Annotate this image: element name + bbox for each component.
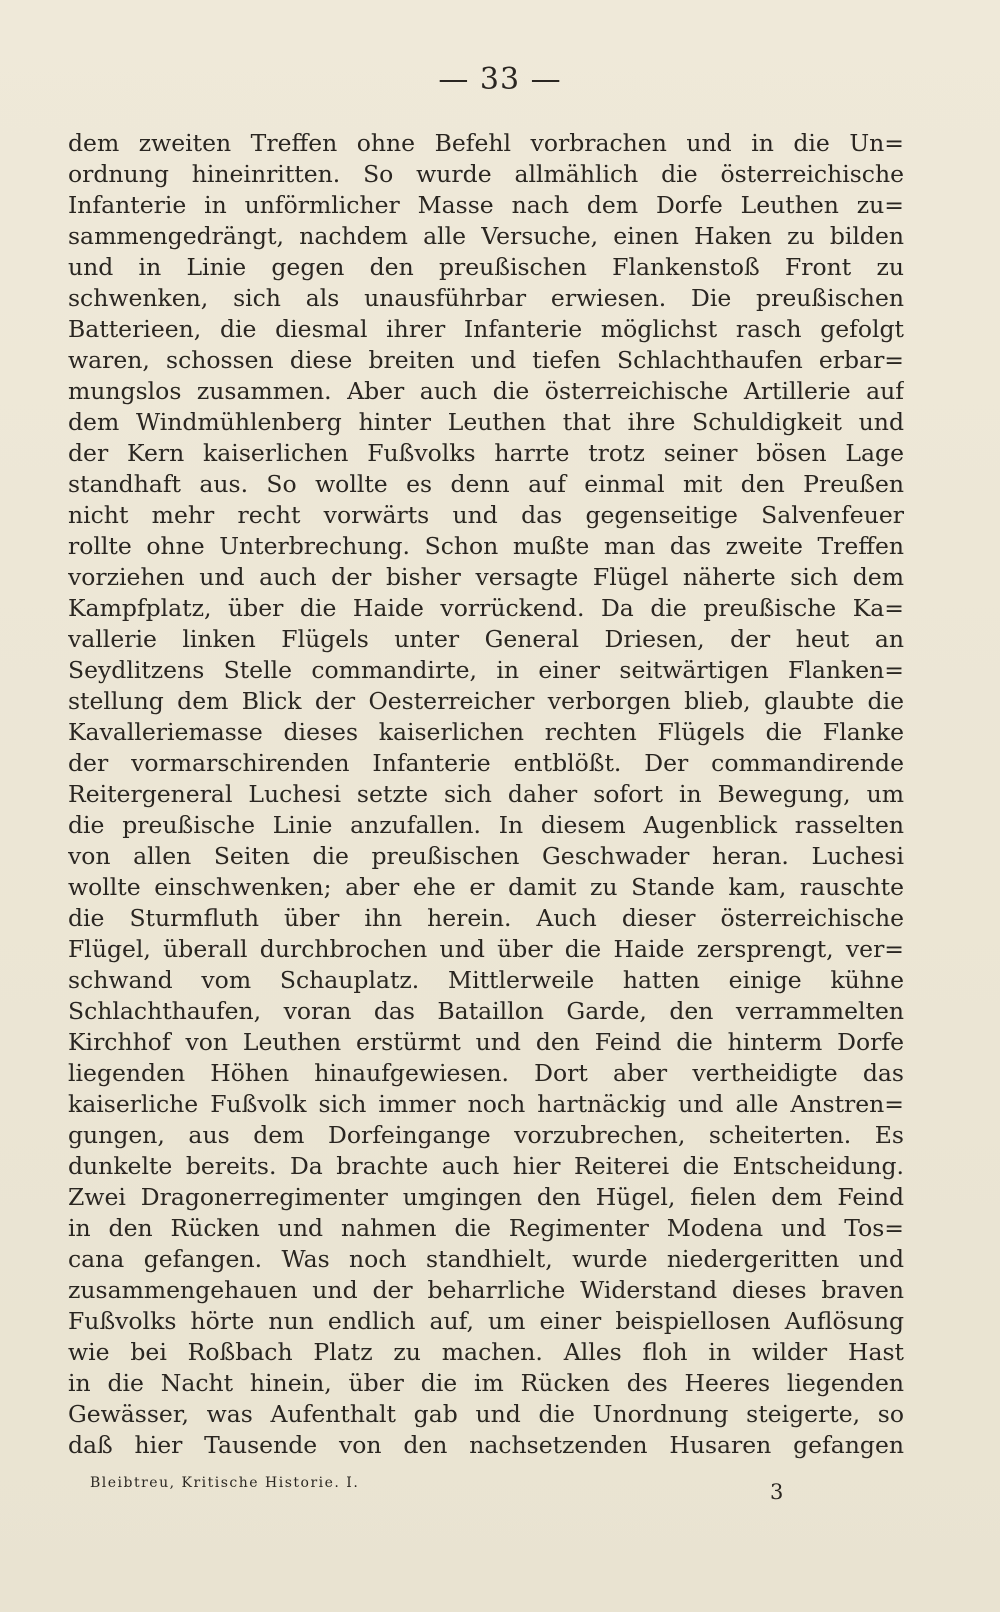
text-line: Kavalleriemasse dieses kaiserlichen rechten Flügels die Flanke <box>68 718 904 746</box>
text-line: mungslos zusammen. Aber auch die österreichische Artillerie auf <box>68 377 904 405</box>
text-line: der vormarschirenden Infanterie entblößt. Der commandirende <box>68 749 904 777</box>
text-line: dem zweiten Treffen ohne Befehl vorbrachen und in die Un= <box>68 129 904 157</box>
text-line: rollte ohne Unterbrechung. Schon mußte man das zweite Treffen <box>68 532 904 560</box>
text-line: von allen Seiten die preußischen Geschwader heran. Luchesi <box>68 842 904 870</box>
text-line: kaiserliche Fußvolk sich immer noch hartnäckig und alle Anstren= <box>68 1090 904 1118</box>
text-line: dem Windmühlenberg hinter Leuthen that ihre Schuldigkeit und <box>68 408 904 436</box>
text-line: der Kern kaiserlichen Fußvolks harrte trotz seiner bösen Lage <box>68 439 904 467</box>
text-line: und in Linie gegen den preußischen Flankenstoß Front zu <box>68 253 904 281</box>
text-line: sammengedrängt, nachdem alle Versuche, einen Haken zu bilden <box>68 222 904 250</box>
text-line: stellung dem Blick der Oesterreicher verborgen blieb, glaubte die <box>68 687 904 715</box>
text-line: Fußvolks hörte nun endlich auf, um einer beispiellosen Auflösung <box>68 1307 904 1335</box>
text-line: cana gefangen. Was noch standhielt, wurde niedergeritten und <box>68 1245 904 1273</box>
text-line: ordnung hineinritten. So wurde allmählich die österreichische <box>68 160 904 188</box>
text-line: schwenken, sich als unausführbar erwiesen. Die preußischen <box>68 284 904 312</box>
body-text <box>68 128 904 1461</box>
text-line: Schlachthaufen, voran das Bataillon Garde, den verrammelten <box>68 997 904 1025</box>
text-line: standhaft aus. So wollte es denn auf einmal mit den Preußen <box>68 470 904 498</box>
text-line: die Sturmfluth über ihn herein. Auch dieser österreichische <box>68 904 904 932</box>
text-line: zusammengehauen und der beharrliche Widerstand dieses braven <box>68 1276 904 1304</box>
text-line: Kampfplatz, über die Haide vorrückend. Da die preußische Ka= <box>68 594 904 622</box>
text-line: die preußische Linie anzufallen. In diesem Augenblick rasselten <box>68 811 904 839</box>
text-line: Zwei Dragonerregimenter umgingen den Hügel, fielen dem Feind <box>68 1183 904 1211</box>
text-line: schwand vom Schauplatz. Mittlerweile hatten einige kühne <box>68 966 904 994</box>
text-line: waren, schossen diese breiten und tiefen Schlachthaufen erbar= <box>68 346 904 374</box>
text-line: Seydlitzens Stelle commandirte, in einer seitwärtigen Flanken= <box>68 656 904 684</box>
text-line: daß hier Tausende von den nachsetzenden Husaren gefangen <box>68 1431 904 1459</box>
text-line: liegenden Höhen hinaufgewiesen. Dort aber vertheidigte das <box>68 1059 904 1087</box>
signature-mark: 3 <box>770 1480 784 1504</box>
text-line: vallerie linken Flügels unter General Driesen, der heut an <box>68 625 904 653</box>
text-line: Flügel, überall durchbrochen und über die Haide zersprengt, ver= <box>68 935 904 963</box>
text-line: Infanterie in unförmlicher Masse nach dem Dorfe Leuthen zu= <box>68 191 904 219</box>
text-line: Batterieen, die diesmal ihrer Infanterie möglichst rasch gefolgt <box>68 315 904 343</box>
text-line: dunkelte bereits. Da brachte auch hier Reiterei die Entscheidung. <box>68 1152 904 1180</box>
text-line: Gewässer, was Aufenthalt gab und die Unordnung steigerte, so <box>68 1400 904 1428</box>
text-line: wollte einschwenken; aber ehe er damit zu Stande kam, rauschte <box>68 873 904 901</box>
text-line: Reitergeneral Luchesi setzte sich daher sofort in Bewegung, um <box>68 780 904 808</box>
text-line: in die Nacht hinein, über die im Rücken des Heeres liegenden <box>68 1369 904 1397</box>
text-line: in den Rücken und nahmen die Regimenter Modena und Tos= <box>68 1214 904 1242</box>
text-line: nicht mehr recht vorwärts und das gegenseitige Salvenfeuer <box>68 501 904 529</box>
text-line: Kirchhof von Leuthen erstürmt und den Feind die hinterm Dorfe <box>68 1028 904 1056</box>
page-number: — 33 — <box>438 62 562 97</box>
text-line: gungen, aus dem Dorfeingange vorzubrechen, scheiterten. Es <box>68 1121 904 1149</box>
text-line: vorziehen und auch der bisher versagte Flügel näherte sich dem <box>68 563 904 591</box>
footer-running-title: Bleibtreu, Kritische Historie. I. <box>90 1475 360 1491</box>
text-line: wie bei Roßbach Platz zu machen. Alles floh in wilder Hast <box>68 1338 904 1366</box>
